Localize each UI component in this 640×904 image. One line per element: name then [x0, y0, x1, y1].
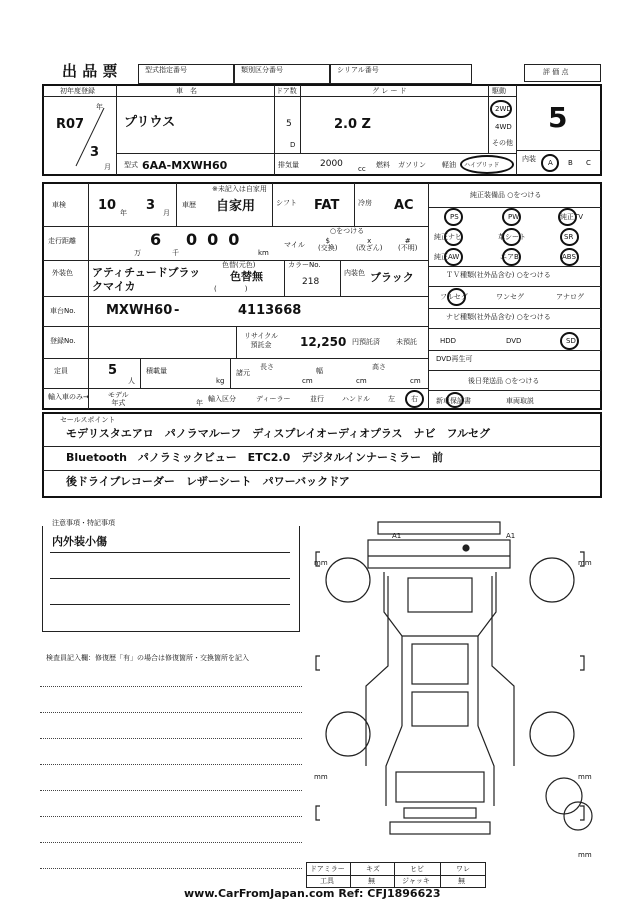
- tv-fullseg-circle: [447, 288, 466, 306]
- inspection-month: 3: [146, 198, 156, 213]
- width-unit: cm: [356, 377, 367, 385]
- width-label: 幅: [316, 367, 323, 375]
- interior-b: B: [568, 159, 573, 167]
- equip-ps: PS: [450, 213, 459, 221]
- height-label: 高さ: [372, 363, 386, 371]
- import-parallel: 並行: [310, 395, 324, 403]
- interior-label: 内装: [522, 155, 536, 163]
- equip-pw-circle: [502, 208, 521, 226]
- shift-label: シフト: [276, 199, 297, 207]
- interior-a-circle: [541, 154, 559, 172]
- sales-line-3: 後ドライブレコーダー レザーシート パワーバックドア: [66, 475, 350, 488]
- import-dealer: ディーラー: [256, 395, 291, 403]
- repaint-value: 色替無: [230, 270, 263, 283]
- length-unit: cm: [302, 377, 313, 385]
- drive-other: その他: [492, 139, 513, 147]
- equip-aw-circle: [444, 248, 463, 266]
- mm-unit-bottom-right: mm: [578, 851, 592, 859]
- history-note: ※未記入は自家用: [212, 185, 267, 193]
- displacement-value: 2000: [320, 159, 343, 169]
- month-unit: 月: [104, 163, 111, 171]
- history-label: 車歴: [182, 201, 196, 209]
- equip-navi: 純正ナビ: [434, 233, 462, 241]
- doors-label: ドア数: [276, 87, 297, 95]
- equip-abs-circle: [560, 248, 579, 266]
- navi-sd: SD: [566, 337, 576, 345]
- watermark: www.CarFromJapan.com Ref: CFJ1896623: [184, 887, 441, 900]
- grade-value: 2.0 Z: [334, 117, 371, 132]
- legend-tool: 工具: [320, 877, 334, 885]
- model-code-field: 型式指定番号: [138, 64, 234, 84]
- fuel-hybrid: ハイブリッド: [464, 162, 500, 169]
- interior-color-label: 内装色: [344, 269, 365, 277]
- date-slash: [70, 104, 110, 170]
- model-year-unit: 年: [196, 399, 203, 407]
- year-unit: 年: [96, 103, 103, 111]
- tv-type-label: ＴＶ種類(社外品含む) ○をつける: [446, 271, 551, 279]
- tv-oneseg: ワンセグ: [496, 293, 524, 301]
- unknown-option: # (不明): [398, 237, 418, 252]
- load-unit: kg: [216, 377, 225, 385]
- mm-unit-top-left: mm: [314, 559, 328, 567]
- score-value: 5: [548, 101, 568, 134]
- mileage-label: 走行距離: [48, 237, 76, 245]
- capacity-value: 5: [108, 363, 118, 378]
- fuel-gasoline: ガソリン: [398, 161, 426, 169]
- fuel-diesel: 軽油: [442, 161, 456, 169]
- equip-airbag-circle: [502, 248, 521, 266]
- legend-chip: ワレ: [456, 865, 470, 873]
- mileage-man-unit: 万: [134, 249, 141, 257]
- legend-tool-value: 無: [368, 877, 375, 885]
- import-type-label: 輸入区分: [208, 395, 236, 403]
- history-value: 自家用: [216, 199, 256, 214]
- equip-navi-circle: [444, 228, 463, 246]
- legend-scratch: キズ: [366, 865, 380, 873]
- first-reg-year: R07: [56, 117, 85, 132]
- ac-value: AC: [394, 198, 414, 213]
- navi-dvd: DVD: [506, 337, 522, 345]
- equip-airbag: エアB: [500, 253, 519, 261]
- dvd-playable: DVD再生可: [436, 355, 473, 363]
- equip-sr: SR: [564, 233, 574, 241]
- equip-aw: 純正AW: [434, 253, 460, 261]
- equip-tv: 純正TV: [560, 213, 584, 221]
- sheet-title: 出 品 票: [62, 62, 118, 80]
- inspection-year-unit: 年: [120, 209, 127, 217]
- chassis-model: MXWH60: [106, 303, 173, 318]
- damage-a1-left: A1: [392, 532, 402, 540]
- fuel-label: 燃料: [376, 161, 390, 169]
- doors-value: 5: [286, 119, 292, 129]
- damage-a1-right: A1: [506, 532, 516, 540]
- legend-door-mirror: ドアミラー: [310, 865, 345, 873]
- ac-label: 冷房: [358, 199, 372, 207]
- equip-leather-circle: [502, 228, 521, 246]
- score-label-box: 評 価 点: [524, 64, 601, 82]
- mm-unit-mid-right: mm: [578, 773, 592, 781]
- exchange-option: $ (交換): [318, 237, 338, 252]
- equip-sr-circle: [560, 228, 579, 246]
- inspection-month-unit: 月: [163, 209, 170, 217]
- handle-right: 右: [411, 395, 418, 403]
- equip-leather: 革シート: [498, 233, 526, 241]
- car-name: プリウス: [124, 115, 176, 130]
- capacity-label: 定員: [54, 367, 68, 375]
- sales-line-1: モデリスタエアロ パノラマルーフ ディスプレイオーディオプラス ナビ フルセグ: [66, 427, 491, 440]
- length-label: 長さ: [260, 363, 274, 371]
- navi-hdd: HDD: [440, 337, 457, 345]
- car-name-label: 車 名: [176, 87, 197, 95]
- navi-sd-circle: [560, 332, 579, 350]
- sales-points-label: セールスポイント: [60, 416, 116, 424]
- later-manual: 車両取説: [506, 397, 534, 405]
- mileage-mark-instruction: ○をつける: [330, 227, 365, 235]
- equip-abs: ABS: [562, 253, 576, 261]
- recycle-paid: 円預託済: [352, 338, 380, 346]
- color-label: 外装色: [52, 269, 73, 277]
- color-no-value: 218: [302, 277, 320, 287]
- serial-field: シリアル番号: [330, 64, 472, 84]
- grade-label: グ レ ー ド: [372, 87, 407, 95]
- import-label: 輸入車のみ→: [48, 393, 89, 401]
- later-items-label: 後日発送品 ○をつける: [468, 377, 540, 385]
- inspection-label: 車検: [52, 201, 66, 209]
- model-value: 6AA-MXWH60: [142, 159, 228, 172]
- later-warranty-circle: [446, 392, 464, 408]
- inspector-label: 検査員記入欄：修復歴「有」の場合は修復箇所・交換箇所を記入: [46, 654, 249, 662]
- handle-label: ハンドル: [342, 395, 370, 403]
- chassis-label: 車台No.: [50, 307, 76, 315]
- cc-unit: cc: [358, 165, 366, 173]
- legend-jack: ジャッキ: [402, 877, 430, 885]
- tampered-option: x (改ざん): [356, 237, 383, 252]
- recycle-unpaid: 未預託: [396, 338, 417, 346]
- handle-right-circle: [405, 390, 424, 408]
- notes-line-1: 内外装小傷: [52, 535, 107, 548]
- mileage-sen: 000: [186, 230, 250, 249]
- genuine-equip-label: 純正装備品 ○をつける: [470, 191, 542, 199]
- shift-value: FAT: [314, 198, 340, 213]
- mm-unit-top-right: mm: [578, 559, 592, 567]
- inspection-year: 10: [98, 198, 117, 213]
- drive-label: 駆動: [492, 87, 506, 95]
- sales-line-2: Bluetooth パノラミックビュー ETC2.0 デジタルインナーミラー 前: [66, 451, 444, 464]
- interior-c: C: [586, 159, 591, 167]
- legend-crack: ヒビ: [410, 865, 424, 873]
- model-year-label: モデル 年式: [108, 391, 129, 407]
- navi-type-label: ナビ種類(社外品含む) ○をつける: [446, 313, 551, 321]
- legend-jack-value: 無: [458, 877, 465, 885]
- original-color-field: ( ): [214, 285, 248, 293]
- mileage-km-unit: km: [258, 249, 269, 257]
- repaint-label: 色替(元色): [222, 261, 256, 269]
- recycle-value: 12,250: [300, 335, 347, 349]
- capacity-unit: 人: [128, 377, 135, 385]
- drive-4wd: 4WD: [495, 123, 512, 131]
- doors-unit: D: [290, 141, 296, 149]
- drive-2wd-circle: [490, 100, 512, 118]
- recycle-label: リサイクル 預託金: [244, 332, 279, 349]
- chassis-number: 4113668: [238, 303, 302, 318]
- interior-a: A: [548, 159, 553, 167]
- reg-no-label: 登録No.: [50, 337, 76, 345]
- notes-label: 注意事項・特記事項: [52, 519, 115, 527]
- equip-ps-circle: [444, 208, 463, 226]
- color-no-label: カラーNo.: [288, 261, 321, 269]
- handle-left: 左: [388, 395, 395, 403]
- drive-2wd: 2WD: [495, 105, 512, 113]
- later-warranty: 新車保証書: [436, 397, 471, 405]
- displacement-label: 排気量: [278, 161, 299, 169]
- chassis-dash: -: [174, 303, 180, 318]
- tv-analog: アナログ: [556, 293, 584, 301]
- equip-pw: PW: [508, 213, 520, 221]
- mileage-sen-unit: 千: [172, 249, 179, 257]
- height-unit: cm: [410, 377, 421, 385]
- first-reg-label: 初年度登録: [60, 87, 95, 95]
- dims-label: 諸元: [236, 369, 250, 377]
- model-label: 型式: [124, 161, 138, 169]
- miles-option: マイル: [284, 241, 305, 249]
- color-value: アティチュードブラッ クマイカ: [92, 266, 201, 293]
- load-label: 積載量: [146, 367, 167, 375]
- mm-unit-mid-left: mm: [314, 773, 328, 781]
- fuel-hybrid-circle: [460, 155, 514, 174]
- category-field: 類別区分番号: [234, 64, 330, 84]
- interior-color-value: ブラック: [370, 271, 414, 284]
- tv-fullseg: フルセグ: [440, 293, 468, 301]
- mileage-man: 6: [150, 230, 162, 249]
- car-damage-diagram: [306, 516, 606, 856]
- first-reg-month: 3: [90, 145, 100, 160]
- equip-tv-circle: [558, 208, 577, 226]
